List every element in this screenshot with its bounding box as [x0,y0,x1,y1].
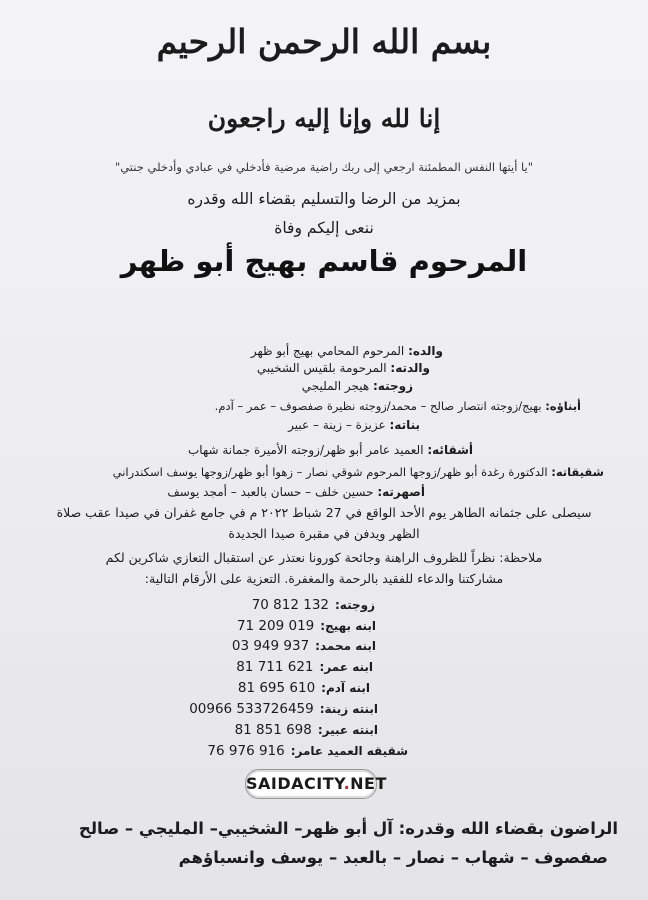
phone-row [252,597,375,613]
daughters-row [288,417,420,433]
inlaws-value: حسين خلف – حسان بالعبد – أمجد يوسف [167,485,374,499]
phone-number: 03 949 937 [231,638,310,654]
phone-number: 81 695 610 [237,680,316,696]
phone-label: شقيقه العميد عامر: [290,744,408,758]
phone-number: 71 209 019 [236,618,315,634]
closing-line-2: صفصوف – شهاب – نصار – بالعبد – يوسف وانسباؤهم [178,848,608,867]
note-line-2: مشاركتنا والدعاء للفقيد بالرحمة والمغفرة. التعزية على الأرقام التالية: [144,571,504,586]
phone-number: 76 976 916 [207,743,285,759]
mother-label: والدته: [390,361,430,375]
phone-label: ابنه آدم: [321,681,370,695]
phone-row [237,618,376,634]
phone-number: 00966 533726459 [189,701,314,717]
phone-label: ابنته زينة: [319,702,378,716]
daughters-label: بناته: [389,418,420,432]
phone-number: 70 812 132 [251,597,329,613]
mother-value: المرحومة بلقيس الشخيبي [256,361,387,375]
phone-label: ابنه بهيج: [320,619,376,633]
intro-line-2: ننعى إليكم وفاة [274,219,374,237]
phone-row [189,701,378,717]
brothers-value: العميد عامر أبو ظهر/زوجته الأميرة جمانة شهاب [188,443,424,457]
istirja-heading: إنا لله وإنا إليه راجعون [207,104,441,133]
phone-label: ابنه عمر: [319,660,373,674]
father-value: المرحوم المحامي بهيج أبو ظهر [250,344,405,358]
sisters-row [113,464,604,480]
basmala: بسم الله الرحمن الرحيم [156,22,492,61]
inlaws-label: أصهرته: [377,485,425,499]
watermark-tld: NET [350,774,387,793]
mother-row [257,360,430,376]
wife-row [302,378,413,394]
father-row [251,343,443,359]
quran-verse: "يا أيتها النفس المطمئنة ارجعي إلى ربك راضية مرضية فأدخلي في عبادي وأدخلي جنتي" [114,160,534,174]
sons-row [215,398,581,414]
wife-label: زوجته: [373,379,413,393]
watermark-dot: . [343,774,351,793]
phone-label: ابنه محمد: [315,639,376,653]
sons-value: بهيج/زوجته انتصار صالح – محمد/زوجته نظيرة صفصوف – عمر – آدم. [214,399,542,413]
phone-row [238,680,370,696]
sisters-value: الدكتورة رغدة أبو ظهر/زوجها المرحوم شوقي نصار – زهوا أبو ظهر/زوجها يوسف اسكندراني [112,465,548,479]
phone-label: ابنته عبير: [317,723,378,737]
intro-line-1: بمزيد من الرضا والتسليم بقضاء الله وقدره [187,190,461,208]
brothers-label: أشقائه: [427,443,473,457]
daughters-value: عزيزة – زينة – عبير [288,418,386,432]
funeral-line-2: الظهر ويدفن في مقبرة صيدا الجديدة [228,526,420,541]
phone-row [236,659,373,675]
sons-label: أبناؤه: [545,399,581,413]
watermark-name: SAIDACITY [246,774,344,793]
note-line-1: ملاحظة: نظراً للظروف الراهنة وجائحة كورونا نعتذر عن استقبال التعازي شاكرين لكم [105,550,543,565]
phone-row [232,638,376,654]
funeral-line-1: سيصلى على جثمانه الطاهر يوم الأحد الواقع في 27 شباط ٢٠٢٢ م في جامع غفران في صيدا عقب صلاة [56,505,592,520]
father-label: والده: [408,344,443,358]
brothers-row [188,442,473,458]
phone-row [207,743,408,759]
phone-row [235,722,378,738]
wife-value: هيجر المليجي [301,379,370,393]
sisters-label: شقيقاته: [551,465,604,479]
phone-label: زوجته: [335,598,375,612]
phone-number: 81 711 621 [236,659,314,675]
inlaws-row [167,484,425,500]
phone-number: 81 851 698 [234,722,312,738]
saidacity-watermark-logo [245,769,387,799]
deceased-name: المرحوم قاسم بهيج أبو ظهر [120,244,528,278]
closing-line-1: الراضون بقضاء الله وقدره: آل أبو ظهر– الشخيبي– المليجي – صالح [78,819,618,838]
